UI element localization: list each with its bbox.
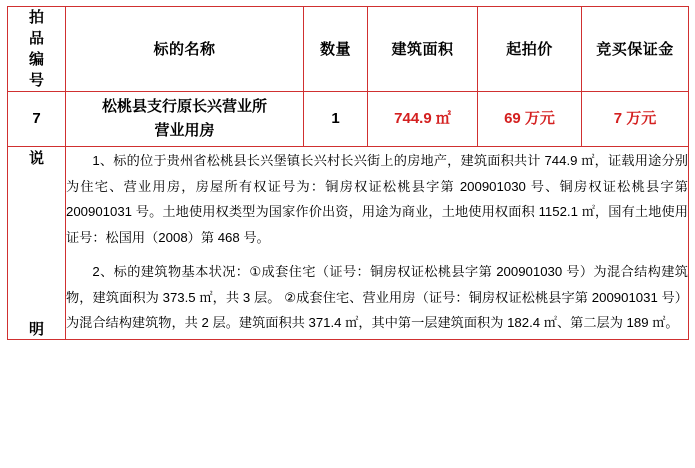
notes-label-line1: 说 [28,150,44,167]
cell-quantity: 1 [304,92,368,147]
table-header-row [8,7,689,92]
notes-paragraph-1: 1、标的位于贵州省松桃县长兴堡镇长兴村长兴街上的房地产，建筑面积共计 744.9 ㎡，证载用途分别为住宅、营业用房，房屋所有权证号为：铜房权证松桃县字第 200901030 号、铜房权证松桃县字第 200901031 号。土地使用权类型为国家作价出资，用途为商业，土地使用权面积 1152.1 ㎡，国有土地使用证号：松国用（2008）第 468 号。 [66,153,688,245]
notes-content [66,147,689,340]
cell-area: 744.9 ㎡ [368,92,478,147]
cell-start-price: 69 万元 [478,92,582,147]
header-number-line1: 拍 品 [28,9,50,47]
header-number-line2: 编 号 [28,51,50,89]
auction-table [7,6,689,340]
cell-deposit: 7 万元 [582,92,689,147]
header-cell-area: 建筑面积 [368,7,478,92]
cell-item-number: 7 [8,92,66,147]
header-cell-number [8,7,66,92]
table-row [8,92,689,147]
notes-label [8,147,66,340]
header-cell-start-price: 起拍价 [478,7,582,92]
notes-label-line2: 明 [28,321,44,338]
notes-row [8,147,689,340]
header-cell-deposit: 竞买保证金 [582,7,689,92]
item-name-line1: 松桃县支行原长兴营业所 [101,98,267,115]
cell-item-name [66,92,304,147]
header-cell-quantity: 数量 [304,7,368,92]
notes-paragraph-2: 2、标的建筑物基本状况：①成套住宅（证号：铜房权证松桃县字第 200901030 号）为混合结构建筑物，建筑面积为 373.5 ㎡，共 3 层。 ②成套住宅、营业用房（证号：铜房权证松桃县字第 200901031 号）为混合结构建筑物，共 2 层。建筑面积共 371.4 ㎡，其中第一层建筑面积为 182.4 ㎡、第二层为 189 ㎡。 [66,264,688,331]
header-cell-name: 标的名称 [66,7,304,92]
item-name-line2: 营业用房 [154,122,215,139]
